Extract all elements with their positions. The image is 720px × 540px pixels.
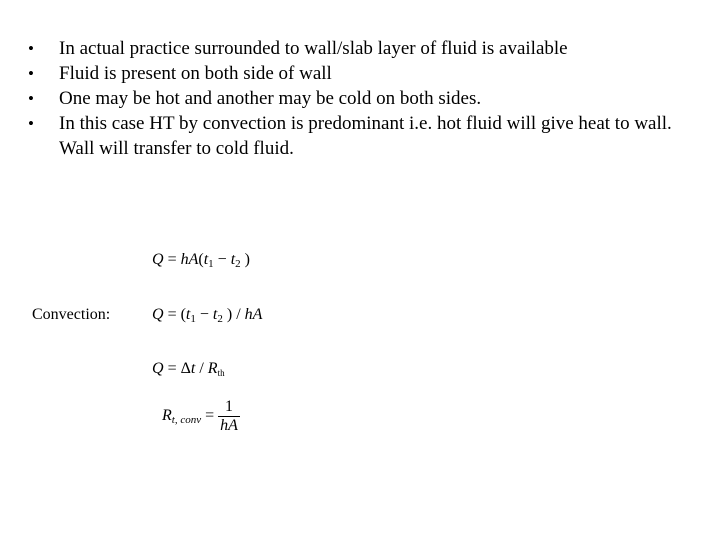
eq-symbol: t — [190, 360, 196, 377]
eq-symbol: h — [244, 306, 253, 323]
eq-symbol: R — [207, 360, 218, 377]
equation-heat-rate — [152, 250, 250, 270]
eq-fraction — [218, 398, 240, 435]
eq-operator: − — [195, 306, 213, 323]
eq-operator: / — [195, 360, 208, 377]
eq-symbol: Q — [152, 251, 164, 268]
bullet-icon: • — [28, 39, 34, 58]
bullet-icon: • — [28, 89, 34, 108]
bullet-item — [28, 36, 688, 61]
eq-symbol: A — [188, 251, 199, 268]
eq-symbol: t — [230, 251, 236, 268]
bullet-item — [28, 86, 688, 111]
eq-symbol: t — [203, 251, 209, 268]
eq-symbol: Δ — [180, 360, 191, 377]
eq-subscript: 2 — [217, 313, 223, 325]
eq-symbol: h — [180, 251, 189, 268]
eq-operator: = — [163, 251, 181, 268]
eq-subscript: t, conv — [171, 414, 202, 427]
bullet-text: In this case HT by convection is predominant i.e. hot fluid will give heat to wall. Wall will transfer to cold fluid. — [59, 113, 672, 159]
eq-operator: ) — [240, 251, 250, 268]
bullet-text: One may be hot and another may be cold on both sides. — [59, 88, 482, 109]
eq-subscript: 1 — [208, 258, 214, 270]
eq-symbol: Q — [152, 306, 164, 323]
eq-denominator: hA — [220, 417, 238, 434]
eq-operator: = ( — [163, 306, 186, 323]
eq-operator: = — [201, 407, 219, 425]
bullet-text: Fluid is present on both side of wall — [59, 63, 332, 84]
bullet-item — [28, 111, 688, 161]
convection-label: Convection: — [32, 306, 111, 323]
equation-convection-resistance — [162, 398, 240, 435]
bullet-icon: • — [28, 114, 34, 133]
eq-subscript: th — [217, 368, 225, 378]
eq-symbol: A — [252, 306, 263, 323]
eq-symbol: Q — [152, 360, 164, 377]
bullet-item — [28, 61, 688, 86]
equation-thermal-resistance — [152, 359, 225, 379]
eq-numerator: 1 — [218, 398, 240, 417]
equation-heat-rate-resistance — [152, 305, 262, 325]
eq-operator: ) / — [222, 306, 245, 323]
eq-symbol: t — [185, 306, 191, 323]
bullet-icon: • — [28, 64, 34, 83]
eq-subscript: 2 — [235, 258, 241, 270]
eq-symbol: t — [212, 306, 218, 323]
eq-symbol: R — [162, 407, 172, 425]
eq-operator: − — [213, 251, 231, 268]
eq-subscript: 1 — [190, 313, 196, 325]
eq-operator: = — [163, 360, 181, 377]
bullet-text: In actual practice surrounded to wall/slab layer of fluid is available — [59, 38, 568, 59]
eq-operator: ( — [198, 251, 204, 268]
bullet-list — [28, 36, 688, 161]
